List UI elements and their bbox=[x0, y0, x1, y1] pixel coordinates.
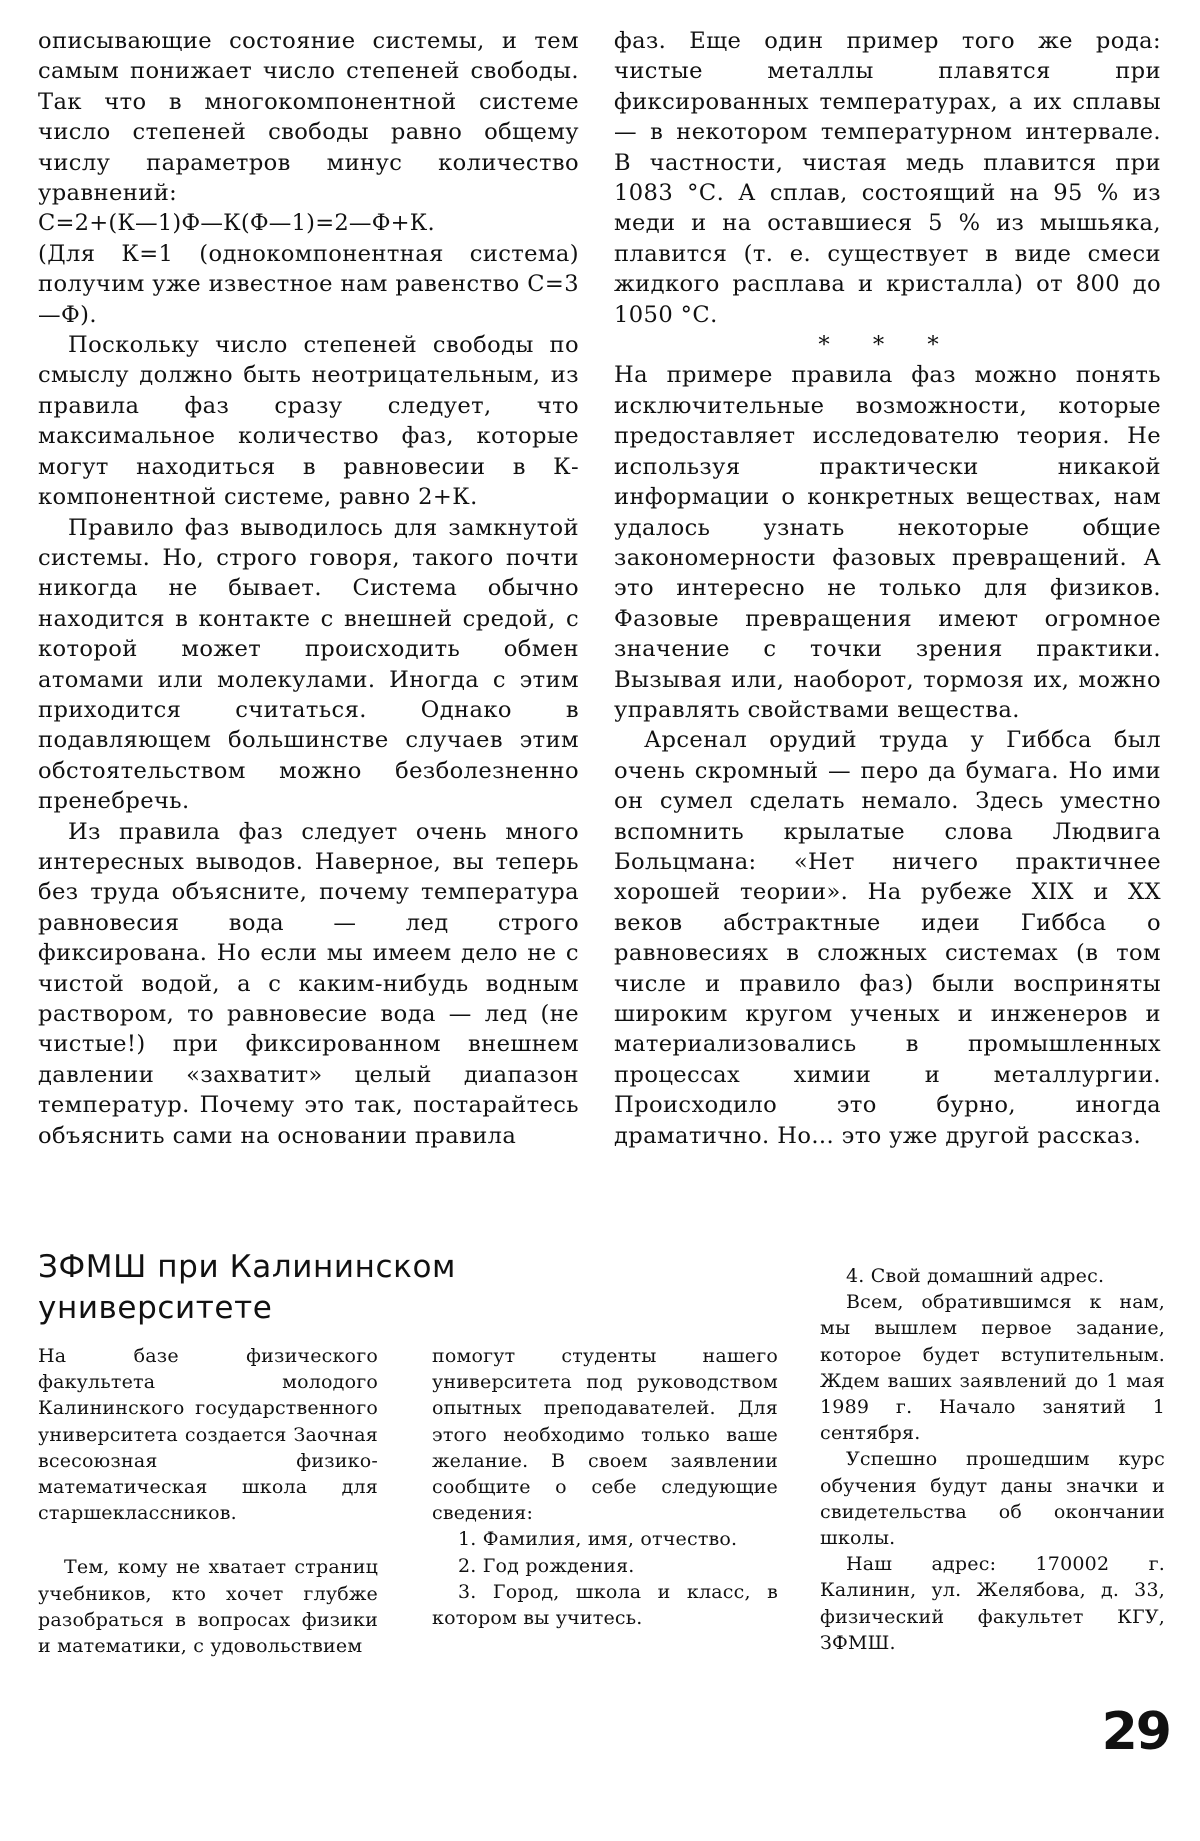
paragraph: помогут студенты нашего университета под руководством опытных преподавателей. Для этого необходимо только ваше желание. В своем заявлении сообщите о себе следующие сведения: bbox=[432, 1345, 778, 1525]
address: Наш адрес: 170002 г. Калинин, ул. Желябова, д. 33, физический факультет КГУ, ЗФМШ. bbox=[820, 1553, 1165, 1654]
paragraph: описывающие состояние системы, и тем самым понижает число степеней свободы. Так что в многокомпонентной системе число степеней свободы равно общему числу параметров минус количество уравнений: bbox=[38, 28, 579, 207]
paragraph: Успешно прошедшим курс обучения будут даны значки и свидетельства об окончании школы. bbox=[820, 1448, 1165, 1550]
announcement-title: ЗФМШ при Калининском университете bbox=[38, 1249, 457, 1326]
section-separator: * * * bbox=[818, 332, 957, 359]
list-item: 1. Фамилия, имя, отчество. bbox=[458, 1528, 738, 1551]
paragraph: Тем, кому не хватает страниц учебников, кто хочет глубже разобраться в вопросах физики и математики, с удовольствием bbox=[38, 1556, 378, 1658]
page-number: 29 bbox=[1101, 1702, 1170, 1762]
paragraph: Правило фаз выводилось для замкнутой системы. Но, строго говоря, такого почти никогда не бывает. Система обычно находится в контакте с внешней средой, с которой может происходить обмен атомами или молекулами. Иногда с этим приходится считаться. Однако в подавляющем большинстве случаев этим обстоятельством можно безболезненно пренебречь. bbox=[38, 514, 579, 815]
paragraph: Арсенал орудий труда у Гиббса был очень скромный — перо да бумага. Но ими он сумел сделать немало. Здесь уместно вспомнить крылатые слова Людвига Больцмана: «Нет ничего практичнее хорошей теории». На рубеже XIX и XX веков абстрактные идеи Гиббса о равновесиях в сложных системах (в том числе и правило фаз) были восприняты широким кругом ученых и инженеров и материализовались в промышленных процессах химии и металлургии. Происходило это бурно, иногда драматично. Но... это уже другой рассказ. bbox=[614, 727, 1161, 1149]
article-right-column bbox=[614, 26, 1161, 1151]
phase-rule-equation: С=2+(К—1)Ф—К(Ф—1)=2—Ф+К. bbox=[38, 210, 435, 237]
announcement-column-2 bbox=[432, 1343, 778, 1631]
spacer bbox=[38, 1526, 378, 1554]
paragraph: фаз. Еще один пример того же рода: чистые металлы плавятся при фиксированных температурах, а их сплавы — в некотором температурном интервале. В частности, чистая медь плавится при 1083 °С. А сплав, состоящий на 95 % из меди и на оставшиеся 5 % из мышьяка, плавится (т. е. существует в виде смеси жидкого расплава и кристалла) от 800 до 1050 °С. bbox=[614, 28, 1161, 328]
paragraph: Поскольку число степеней свободы по смыслу должно быть неотрицательным, из правила фаз сразу следует, что максимальное количество фаз, которые могут находиться в равновесии в К-компонентной системе, равно 2+К. bbox=[38, 332, 579, 511]
paragraph: (Для К=1 (однокомпонентная система) получим уже известное нам равенство С=3—Ф). bbox=[38, 240, 579, 328]
paragraph: На примере правила фаз можно понять исключительные возможности, которые предоставляет исследователю теория. Не используя практически никакой информации о конкретных веществах, нам удалось узнать некоторые общие закономерности фазовых превращений. А это интересно не только для физиков. Фазовые превращения имеют огромное значение с точки зрения практики. Вызывая или, наоборот, тормозя их, можно управлять свойствами вещества. bbox=[614, 362, 1161, 723]
announcement-column-1 bbox=[38, 1343, 378, 1659]
list-item: 3. Город, школа и класс, в котором вы учитесь. bbox=[432, 1580, 778, 1630]
paragraph: Из правила фаз следует очень много интересных выводов. Наверное, вы теперь без труда объясните, почему температура равновесия вода — лед строго фиксирована. Но если мы имеем дело не с чистой водой, а с каким-нибудь водным раствором, то равновесие вода — лед (не чистые!) при фиксированном внешнем давлении «захватит» целый диапазон температур. Почему это так, постарайтесь объяснить сами на основании правила bbox=[38, 818, 579, 1149]
list-item: 2. Год рождения. bbox=[458, 1554, 635, 1577]
article-left-column bbox=[38, 26, 579, 1151]
list-item: 4. Свой домашний адрес. bbox=[846, 1265, 1105, 1287]
paragraph: На базе физического факультета молодого Калининского государственного университета создается Заочная всесоюзная физико-математическая школа для старшеклассников. bbox=[38, 1345, 378, 1525]
announcement-column-3 bbox=[820, 1263, 1165, 1656]
paragraph: Всем, обратившимся к нам, мы вышлем первое задание, которое будет вступительным. Ждем ваших заявлений до 1 мая 1989 г. Начало занятий 1 сентября. bbox=[820, 1291, 1165, 1445]
